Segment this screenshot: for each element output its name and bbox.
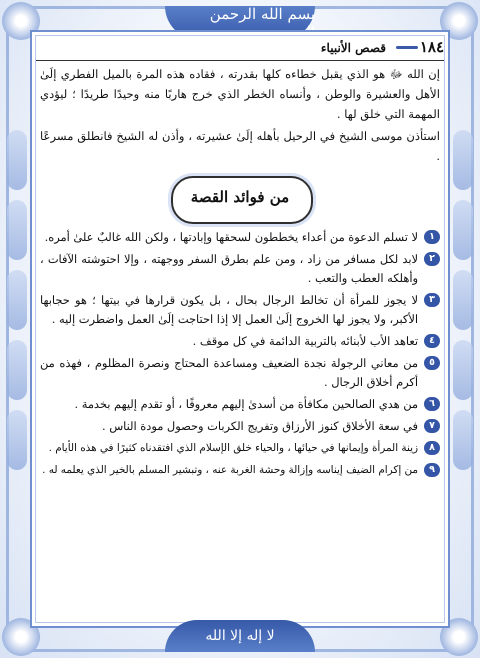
list-item [40, 250, 440, 288]
list-item [40, 291, 440, 329]
item-number-badge: ٢ [424, 252, 440, 266]
list-item-text: من معاني الرجولة نجدة الضعيف ومساعدة المحتاج ونصرة المظلوم ، فهذه من أكرم أخلاق الرجال . [40, 356, 418, 389]
page-header [36, 38, 444, 60]
item-number-badge: ٧ [424, 419, 440, 433]
top-calligraphy-text: بسم الله الرحمن [209, 5, 315, 23]
benefits-list [40, 228, 440, 480]
page-number-text: ١٨٤ [419, 38, 444, 56]
left-border-decoration [4, 120, 30, 540]
item-number-badge: ٣ [424, 293, 440, 307]
list-item-text: زينة المرأة وإيمانها في حيائها ، والحياء خلق الإسلام الذي افتقدناه كثيرًا في هذه الأيام . [48, 442, 418, 454]
list-item [40, 354, 440, 392]
list-item-text: تعاهد الأب لأبنائه بالتربية الدائمة في كل موقف . [192, 334, 418, 348]
list-item-text: من هدي الصالحين مكافأة من أسدىٰ إليهم معروفًا ، أو تقدم إليهم بخدمة . [74, 397, 418, 411]
list-item-text: في سعة الأخلاق كنوز الأرزاق وتفريج الكربات وحصول مودة الناس . [101, 419, 418, 433]
page-number-bar [396, 46, 418, 49]
section-heading-text: من فوائد القصة [190, 188, 290, 206]
list-item-text: لا تسلم الدعوة من أعداء يخططون لسحقها وإبادتها ، ولكن الله غالبٌ علىٰ أمره. [44, 230, 418, 244]
item-number-badge: ٩ [424, 463, 440, 477]
list-item [40, 228, 440, 247]
body-paragraph: إن الله ﷻ هو الذي يقبل خطاءه كلها بقدرته ، فقاده هذه المرة بالميل الفطري إلَىٰ الأهل والعشيرة والوطن ، وأنساه الخطر الذي خرج هاربًا منه وحيدًا طريدًا ؛ ليؤدي المهمة التي خلق لها . [40, 67, 440, 121]
header-rule [36, 60, 444, 61]
item-number-badge: ٤ [424, 334, 440, 348]
bottom-calligraphy-banner [165, 620, 315, 652]
list-item-text: لابد لكل مسافر من زاد ، ومن علم بطرق السفر ووجهته ، وإلا احتوشته الآفات ، وأهلكه العطب والتعب . [40, 252, 418, 285]
list-item-text: لا يجوز للمرأة أن تخالط الرجال بحال ، بل يكون قرارها في بيتها ؛ هو حجابها الأكبر، ولا يجوز لها الخروج إلَىٰ العمل إلا إذا احتاجت إلَىٰ العمل واضطرت إليه . [40, 293, 418, 326]
page-content [40, 64, 440, 483]
section-heading [171, 176, 309, 220]
list-item [40, 417, 440, 436]
list-item [40, 461, 440, 480]
page-number [396, 38, 444, 56]
item-number-badge: ٥ [424, 356, 440, 370]
body-paragraph: استأذن موسى الشيخ في الرحيل بأهله إلَىٰ عشيرته ، وأذن له الشيخ فانطلق مسرعًا . [40, 129, 440, 163]
item-number-badge: ١ [424, 230, 440, 244]
running-head: قصص الأنبياء [320, 41, 386, 55]
right-border-decoration [450, 120, 476, 540]
item-number-badge: ٨ [424, 441, 440, 455]
list-item [40, 332, 440, 351]
bottom-calligraphy-text: لا إله إلا الله [205, 628, 275, 644]
item-number-badge: ٦ [424, 397, 440, 411]
list-item [40, 439, 440, 458]
list-item [40, 395, 440, 414]
list-item-text: من إكرام الضيف إيناسه وإزالة وحشة الغربة عنه ، وتبشير المسلم بالخير الذي يعلمه له . [42, 464, 418, 476]
